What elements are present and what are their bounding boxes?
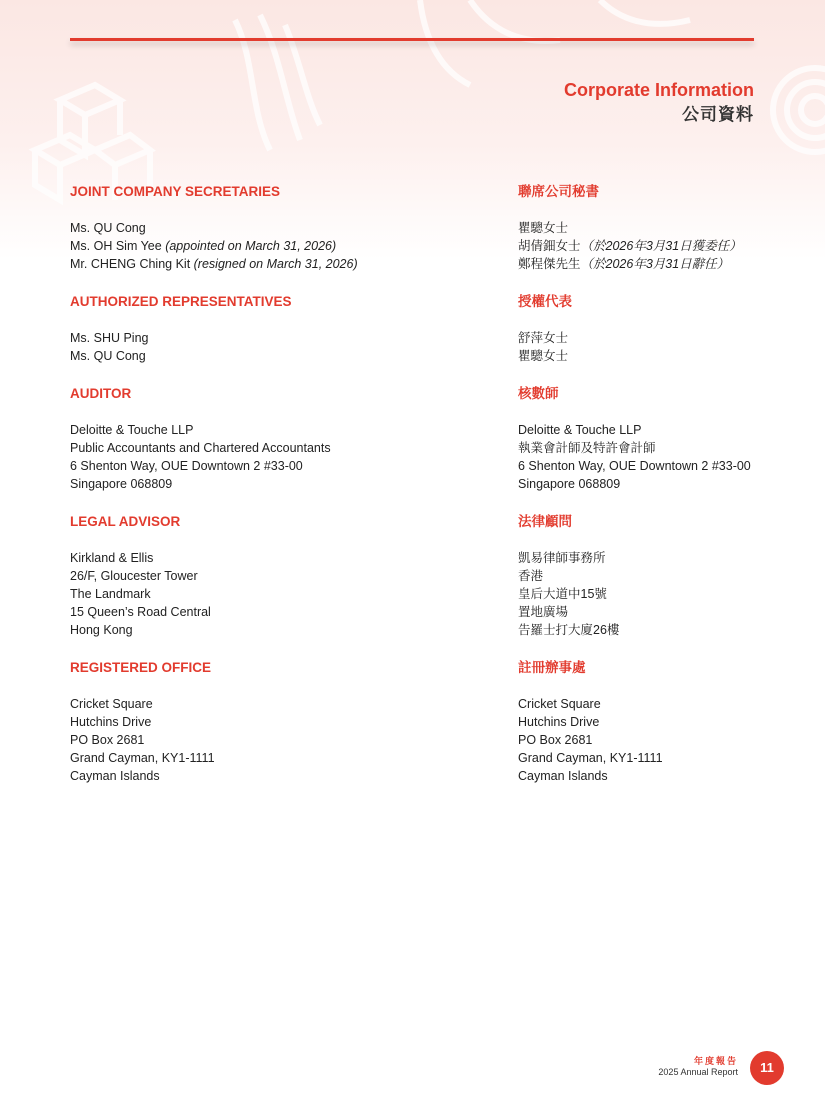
section-heading: LEGAL ADVISOR [70,514,181,529]
section-lines [518,219,778,273]
section-lines [518,421,778,493]
info-line-text: Ms. QU Cong [70,221,146,235]
info-line-text: Singapore 068809 [70,477,173,491]
info-line-text: The Landmark [70,587,151,601]
info-line [518,749,778,767]
info-line-text: Ms. OH Sim Yee [70,239,166,253]
info-line [70,567,490,585]
info-line-text: Ms. SHU Ping [70,331,149,345]
section [70,183,490,273]
section-lines [518,549,778,639]
section [70,293,490,365]
info-line-note: （於2026年3月31日獲委任） [580,239,742,253]
info-line-note: (resigned on March 31, 2026) [193,257,358,271]
section-lines [70,549,490,639]
info-line-text: Singapore 068809 [518,477,621,491]
info-line [518,567,778,585]
info-line-text: 瞿驄女士 [518,349,569,363]
info-line-text: 6 Shenton Way, OUE Downtown 2 #33-00 [518,459,751,473]
info-line-text: Grand Cayman, KY1-1111 [70,751,215,765]
section-heading: REGISTERED OFFICE [70,660,212,675]
info-line-text: Hutchins Drive [518,715,600,729]
info-line [70,255,490,273]
section-lines [70,219,490,273]
section-heading: 法律顧問 [518,514,572,529]
header-rule [70,38,754,41]
page-title-chinese: 公司資料 [682,105,754,124]
section-lines [518,329,778,365]
section-lines [518,695,778,785]
info-line [518,457,778,475]
info-line [518,329,778,347]
info-line-note: (appointed on March 31, 2026) [165,239,337,253]
info-line [70,713,490,731]
info-line-text: PO Box 2681 [70,733,145,747]
english-column [70,183,490,805]
info-line [70,603,490,621]
section-lines [70,421,490,493]
info-line [70,695,490,713]
footer-report-english: 2025 Annual Report [658,1067,738,1077]
section-heading: JOINT COMPANY SECRETARIES [70,184,281,199]
info-line [70,749,490,767]
page-number-badge: 11 [750,1051,784,1085]
info-line-text: 執業會計師及特許會計師 [518,441,656,455]
footer-report-label [658,1056,738,1078]
info-line [70,439,490,457]
info-line [518,475,778,493]
section [518,293,778,365]
section-lines [70,329,490,365]
info-line-text: Kirkland & Ellis [70,551,154,565]
section [518,513,778,639]
info-line-text: Deloitte & Touche LLP [70,423,194,437]
info-line [70,731,490,749]
info-line-text: Cricket Square [70,697,153,711]
chinese-column [518,183,778,805]
info-line-text: 置地廣場 [518,605,569,619]
info-line-text: Grand Cayman, KY1-1111 [518,751,663,765]
info-line [70,237,490,255]
info-line-text: Hutchins Drive [70,715,152,729]
section-heading: AUTHORIZED REPRESENTATIVES [70,294,292,309]
info-line-text: Ms. QU Cong [70,349,146,363]
info-line-text: 6 Shenton Way, OUE Downtown 2 #33-00 [70,459,303,473]
info-line-text: Cayman Islands [70,769,160,783]
info-line [518,713,778,731]
info-line-text: PO Box 2681 [518,733,593,747]
info-line-text: 瞿驄女士 [518,221,569,235]
info-line-text: 舒萍女士 [518,331,569,345]
info-line-text: Cricket Square [518,697,601,711]
info-line [518,549,778,567]
info-line [518,255,778,273]
info-line-text: 26/F, Gloucester Tower [70,569,198,583]
section [518,183,778,273]
section [518,659,778,785]
info-line-text: Hong Kong [70,623,133,637]
section-heading: 註冊辦事處 [518,660,586,675]
info-line [518,695,778,713]
section [70,385,490,493]
section [518,385,778,493]
info-line [518,731,778,749]
section [70,659,490,785]
info-line [518,439,778,457]
info-line [518,219,778,237]
section-heading: 授權代表 [518,294,572,309]
info-line-text: 鄭程傑先生 [518,257,581,271]
info-line [70,347,490,365]
section [70,513,490,639]
info-line-text: 香港 [518,569,544,583]
info-line [70,621,490,639]
info-line-text: Public Accountants and Chartered Accountants [70,441,331,455]
info-line [70,475,490,493]
info-line [518,603,778,621]
info-line [70,457,490,475]
section-heading: AUDITOR [70,386,132,401]
info-line-text: Deloitte & Touche LLP [518,423,642,437]
info-line [518,421,778,439]
info-line [70,329,490,347]
info-line-text: 皇后大道中15號 [518,587,607,601]
info-line-text: Mr. CHENG Ching Kit [70,257,194,271]
info-line [518,237,778,255]
info-line-text: Cayman Islands [518,769,608,783]
page-title-block [564,79,754,127]
info-line [70,767,490,785]
section-lines [70,695,490,785]
section-heading: 核數師 [518,386,559,401]
info-line-text: 凱易律師事務所 [518,551,606,565]
info-line [70,549,490,567]
page-title: Corporate Information [563,80,754,100]
info-line-text: 15 Queen’s Road Central [70,605,211,619]
info-line [518,767,778,785]
info-line [70,219,490,237]
info-line [70,421,490,439]
info-line-text: 胡倩鈿女士 [518,239,581,253]
info-line [70,585,490,603]
info-line [518,621,778,639]
info-line-note: （於2026年3月31日辭任） [580,257,730,271]
info-line [518,585,778,603]
footer-report-chinese: 年度報告 [693,1056,738,1066]
section-heading: 聯席公司秘書 [518,184,599,199]
info-line [518,347,778,365]
info-line-text: 告羅士打大廈26樓 [518,623,620,637]
